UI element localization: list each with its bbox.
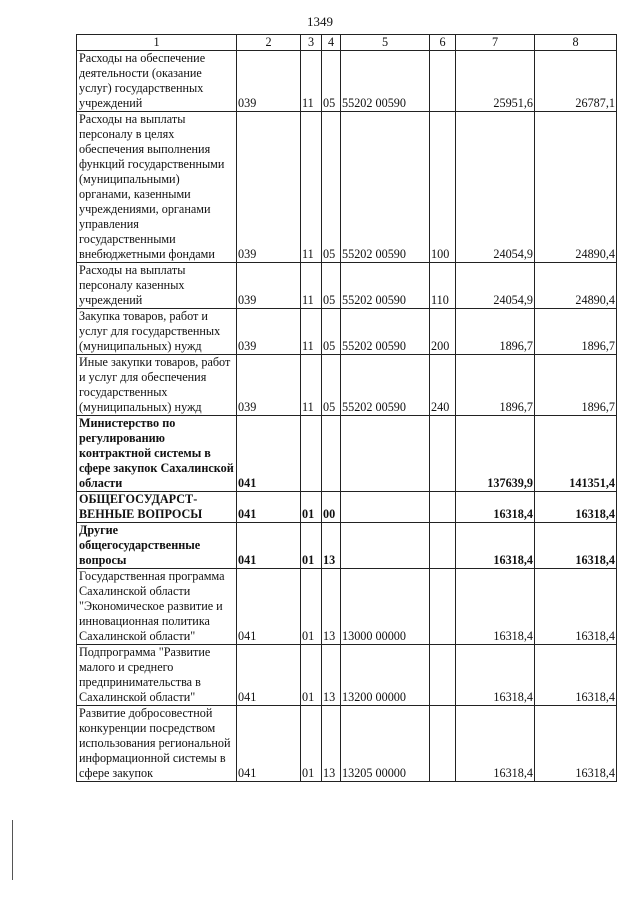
- header-cell-col3: 3: [301, 35, 322, 51]
- table-row: [77, 355, 617, 416]
- target-article-cell: 13200 00000: [341, 645, 430, 706]
- target-article-cell: 13000 00000: [341, 569, 430, 645]
- name-cell: Расходы на выплаты персоналу казенных учреждений: [77, 263, 237, 309]
- target-article-cell: 13205 00000: [341, 706, 430, 782]
- amount-year2-cell: 16318,4: [535, 706, 617, 782]
- name-cell: Министерство по регулированию контрактной системы в сфере закупок Сахалинской области: [77, 416, 237, 492]
- amount-year2-cell: 141351,4: [535, 416, 617, 492]
- header-row: [77, 35, 617, 51]
- admin-code-cell: 039: [237, 263, 301, 309]
- header-cell-col1: 1: [77, 35, 237, 51]
- admin-code-cell: 039: [237, 112, 301, 263]
- table-row: [77, 569, 617, 645]
- amount-year2-cell: 1896,7: [535, 309, 617, 355]
- section-cell: 01: [301, 569, 322, 645]
- table-row: [77, 263, 617, 309]
- amount-year2-cell: 26787,1: [535, 51, 617, 112]
- expense-type-cell: [430, 569, 456, 645]
- target-article-cell: [341, 523, 430, 569]
- amount-year1-cell: 16318,4: [456, 706, 535, 782]
- table-row: [77, 492, 617, 523]
- section-cell: 11: [301, 309, 322, 355]
- subsection-cell: 05: [322, 309, 341, 355]
- table-row: [77, 309, 617, 355]
- subsection-cell: 05: [322, 355, 341, 416]
- scan-edge-mark: [12, 820, 13, 880]
- amount-year1-cell: 137639,9: [456, 416, 535, 492]
- amount-year1-cell: 1896,7: [456, 355, 535, 416]
- table-row: [77, 645, 617, 706]
- expense-type-cell: 240: [430, 355, 456, 416]
- section-cell: 11: [301, 263, 322, 309]
- amount-year2-cell: 1896,7: [535, 355, 617, 416]
- amount-year1-cell: 16318,4: [456, 492, 535, 523]
- header-cell-col5: 5: [341, 35, 430, 51]
- section-cell: 11: [301, 51, 322, 112]
- admin-code-cell: 041: [237, 416, 301, 492]
- subsection-cell: 00: [322, 492, 341, 523]
- section-cell: 11: [301, 355, 322, 416]
- name-cell: Закупка товаров, работ и услуг для государственных (муниципальных) нужд: [77, 309, 237, 355]
- amount-year1-cell: 16318,4: [456, 569, 535, 645]
- target-article-cell: 55202 00590: [341, 263, 430, 309]
- section-cell: 01: [301, 645, 322, 706]
- table-row: [77, 523, 617, 569]
- budget-table: [76, 34, 617, 782]
- amount-year2-cell: 24890,4: [535, 263, 617, 309]
- admin-code-cell: 041: [237, 492, 301, 523]
- target-article-cell: [341, 492, 430, 523]
- expense-type-cell: [430, 416, 456, 492]
- subsection-cell: 13: [322, 645, 341, 706]
- name-cell: Государственная программа Сахалинской области "Экономическое развитие и инновационная политика Сахалинской области": [77, 569, 237, 645]
- admin-code-cell: 041: [237, 706, 301, 782]
- target-article-cell: 55202 00590: [341, 309, 430, 355]
- expense-type-cell: 110: [430, 263, 456, 309]
- subsection-cell: 05: [322, 112, 341, 263]
- section-cell: 01: [301, 706, 322, 782]
- section-cell: 11: [301, 112, 322, 263]
- name-cell: Подпрограмма "Развитие малого и среднего предпринимательства в Сахалинской области": [77, 645, 237, 706]
- amount-year2-cell: 16318,4: [535, 492, 617, 523]
- expense-type-cell: [430, 645, 456, 706]
- expense-type-cell: [430, 523, 456, 569]
- section-cell: [301, 416, 322, 492]
- table-row: [77, 706, 617, 782]
- table-row: [77, 416, 617, 492]
- header-cell-col2: 2: [237, 35, 301, 51]
- amount-year2-cell: 16318,4: [535, 645, 617, 706]
- amount-year1-cell: 24054,9: [456, 263, 535, 309]
- amount-year1-cell: 16318,4: [456, 523, 535, 569]
- target-article-cell: 55202 00590: [341, 51, 430, 112]
- admin-code-cell: 041: [237, 645, 301, 706]
- header-cell-col6: 6: [430, 35, 456, 51]
- expense-type-cell: [430, 706, 456, 782]
- header-cell-col7: 7: [456, 35, 535, 51]
- name-cell: Другие общегосударственные вопросы: [77, 523, 237, 569]
- expense-type-cell: [430, 51, 456, 112]
- name-cell: ОБЩЕГОСУДАРСТ-ВЕННЫЕ ВОПРОСЫ: [77, 492, 237, 523]
- table-row: [77, 112, 617, 263]
- admin-code-cell: 039: [237, 51, 301, 112]
- subsection-cell: [322, 416, 341, 492]
- name-cell: Иные закупки товаров, работ и услуг для обеспечения государственных (муниципальных) нужд: [77, 355, 237, 416]
- header-cell-col4: 4: [322, 35, 341, 51]
- expense-type-cell: 100: [430, 112, 456, 263]
- name-cell: Расходы на обеспечение деятельности (оказание услуг) государственных учреждений: [77, 51, 237, 112]
- header-cell-col8: 8: [535, 35, 617, 51]
- subsection-cell: 13: [322, 569, 341, 645]
- table-row: [77, 51, 617, 112]
- page-number: 1349: [307, 14, 333, 29]
- admin-code-cell: 039: [237, 309, 301, 355]
- admin-code-cell: 041: [237, 523, 301, 569]
- target-article-cell: [341, 416, 430, 492]
- target-article-cell: 55202 00590: [341, 355, 430, 416]
- subsection-cell: 13: [322, 706, 341, 782]
- admin-code-cell: 039: [237, 355, 301, 416]
- admin-code-cell: 041: [237, 569, 301, 645]
- amount-year2-cell: 16318,4: [535, 569, 617, 645]
- amount-year1-cell: 25951,6: [456, 51, 535, 112]
- subsection-cell: 13: [322, 523, 341, 569]
- name-cell: Развитие добросовестной конкуренции посредством использования региональной информационной системы в сфере закупок: [77, 706, 237, 782]
- section-cell: 01: [301, 492, 322, 523]
- amount-year1-cell: 24054,9: [456, 112, 535, 263]
- subsection-cell: 05: [322, 263, 341, 309]
- name-cell: Расходы на выплаты персоналу в целях обеспечения выполнения функций государственными (муниципальными) органами, казенными учреждениями, органами управления государственными внебюджетными фондами: [77, 112, 237, 263]
- target-article-cell: 55202 00590: [341, 112, 430, 263]
- amount-year1-cell: 1896,7: [456, 309, 535, 355]
- amount-year2-cell: 24890,4: [535, 112, 617, 263]
- expense-type-cell: [430, 492, 456, 523]
- amount-year2-cell: 16318,4: [535, 523, 617, 569]
- expense-type-cell: 200: [430, 309, 456, 355]
- section-cell: 01: [301, 523, 322, 569]
- subsection-cell: 05: [322, 51, 341, 112]
- amount-year1-cell: 16318,4: [456, 645, 535, 706]
